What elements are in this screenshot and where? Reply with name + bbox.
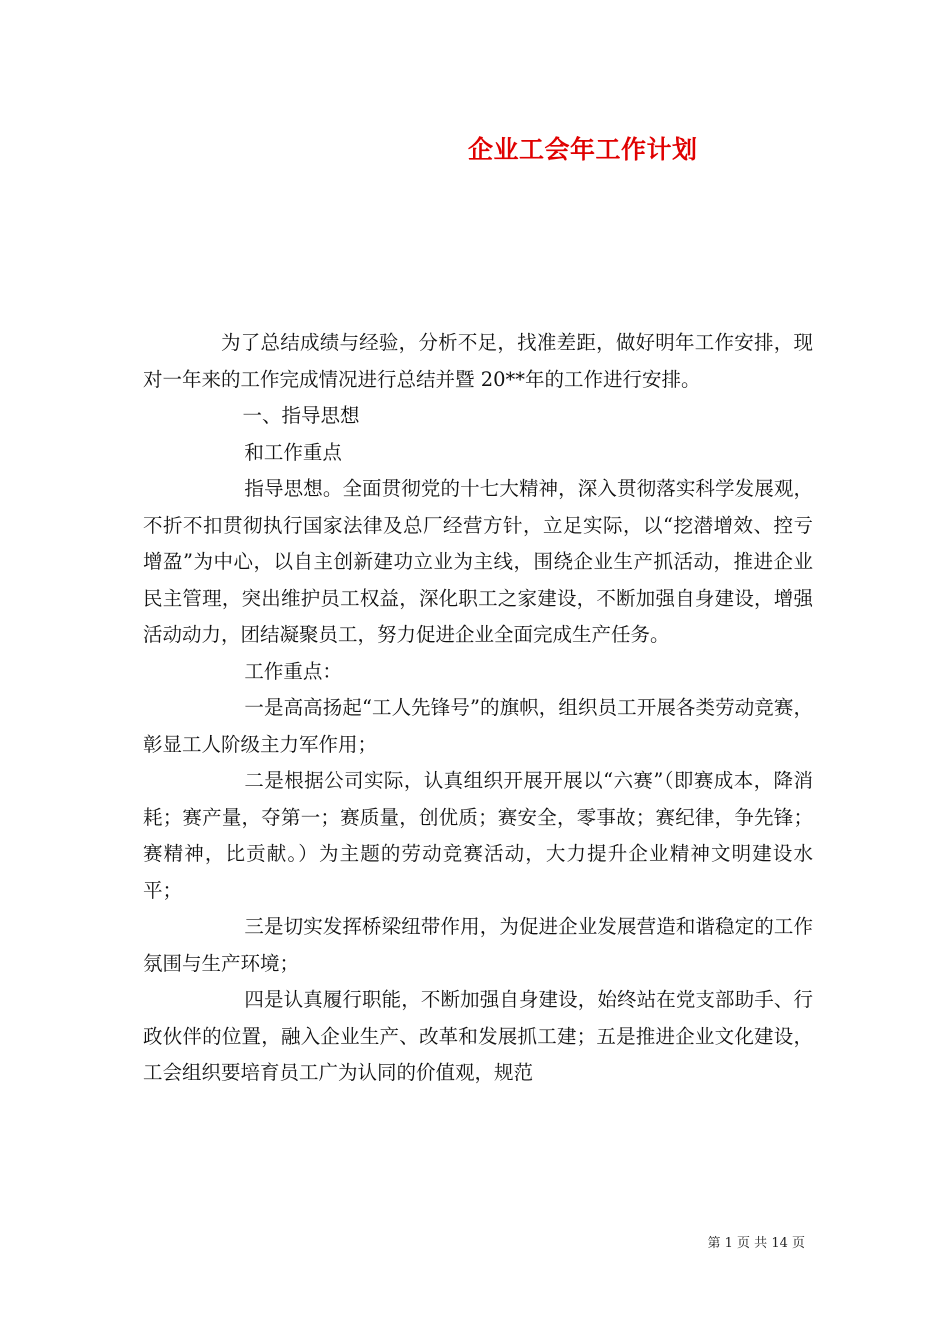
section-heading-1-cont: 和工作重点 <box>244 440 342 464</box>
paragraph-point-4: 四是认真履行职能，不断加强自身建设，始终站在党支部助手、行政伙伴的位置，融入企业生产、改革和发展抓工建；五是推进企业文化建设，工会组织要培育员工广为认同的价值观，规范 <box>143 988 813 1084</box>
paragraph-intro: 为了总结成绩与经验，分析不足，找准差距，做好明年工作安排，现对一年来的工作完成情况进行总结并暨 20**年的工作进行安排。 <box>143 331 813 391</box>
paragraph-work-focus-heading: 工作重点： <box>244 659 342 683</box>
paragraph-point-1: 一是高高扬起“工人先锋号”的旗帜，组织员工开展各类劳动竞赛，彰显工人阶级主力军作用； <box>143 696 813 756</box>
paragraph-point-2: 二是根据公司实际，认真组织开展开展以“六赛”（即赛成本，降消耗；赛产量，夺第一；赛质量，创优质；赛安全，零事故；赛纪律，争先锋；赛精神，比贡献。）为主题的劳动竞赛活动，大力提升企业精神文明建设水平； <box>143 769 813 902</box>
document-body <box>143 325 813 1092</box>
paragraph-point-3: 三是切实发挥桥梁纽带作用，为促进企业发展营造和谐稳定的工作氛围与生产环境； <box>143 915 813 975</box>
document-title: 企业工会年工作计划 <box>468 135 698 164</box>
paragraph-guiding-thought: 指导思想。全面贯彻党的十七大精神，深入贯彻落实科学发展观，不折不扣贯彻执行国家法律及总厂经营方针，立足实际，以“挖潜增效、控亏增盈”为中心，以自主创新建功立业为主线，围绕企业生产抓活动，推进企业民主管理，突出维护员工权益，深化职工之家建设，不断加强自身建设，增强活动动力，团结凝聚员工，努力促进企业全面完成生产任务。 <box>143 477 813 646</box>
page-number-footer: 第 1 页 共 14 页 <box>707 1236 805 1251</box>
section-heading-1: 一、指导思想 <box>242 404 360 427</box>
